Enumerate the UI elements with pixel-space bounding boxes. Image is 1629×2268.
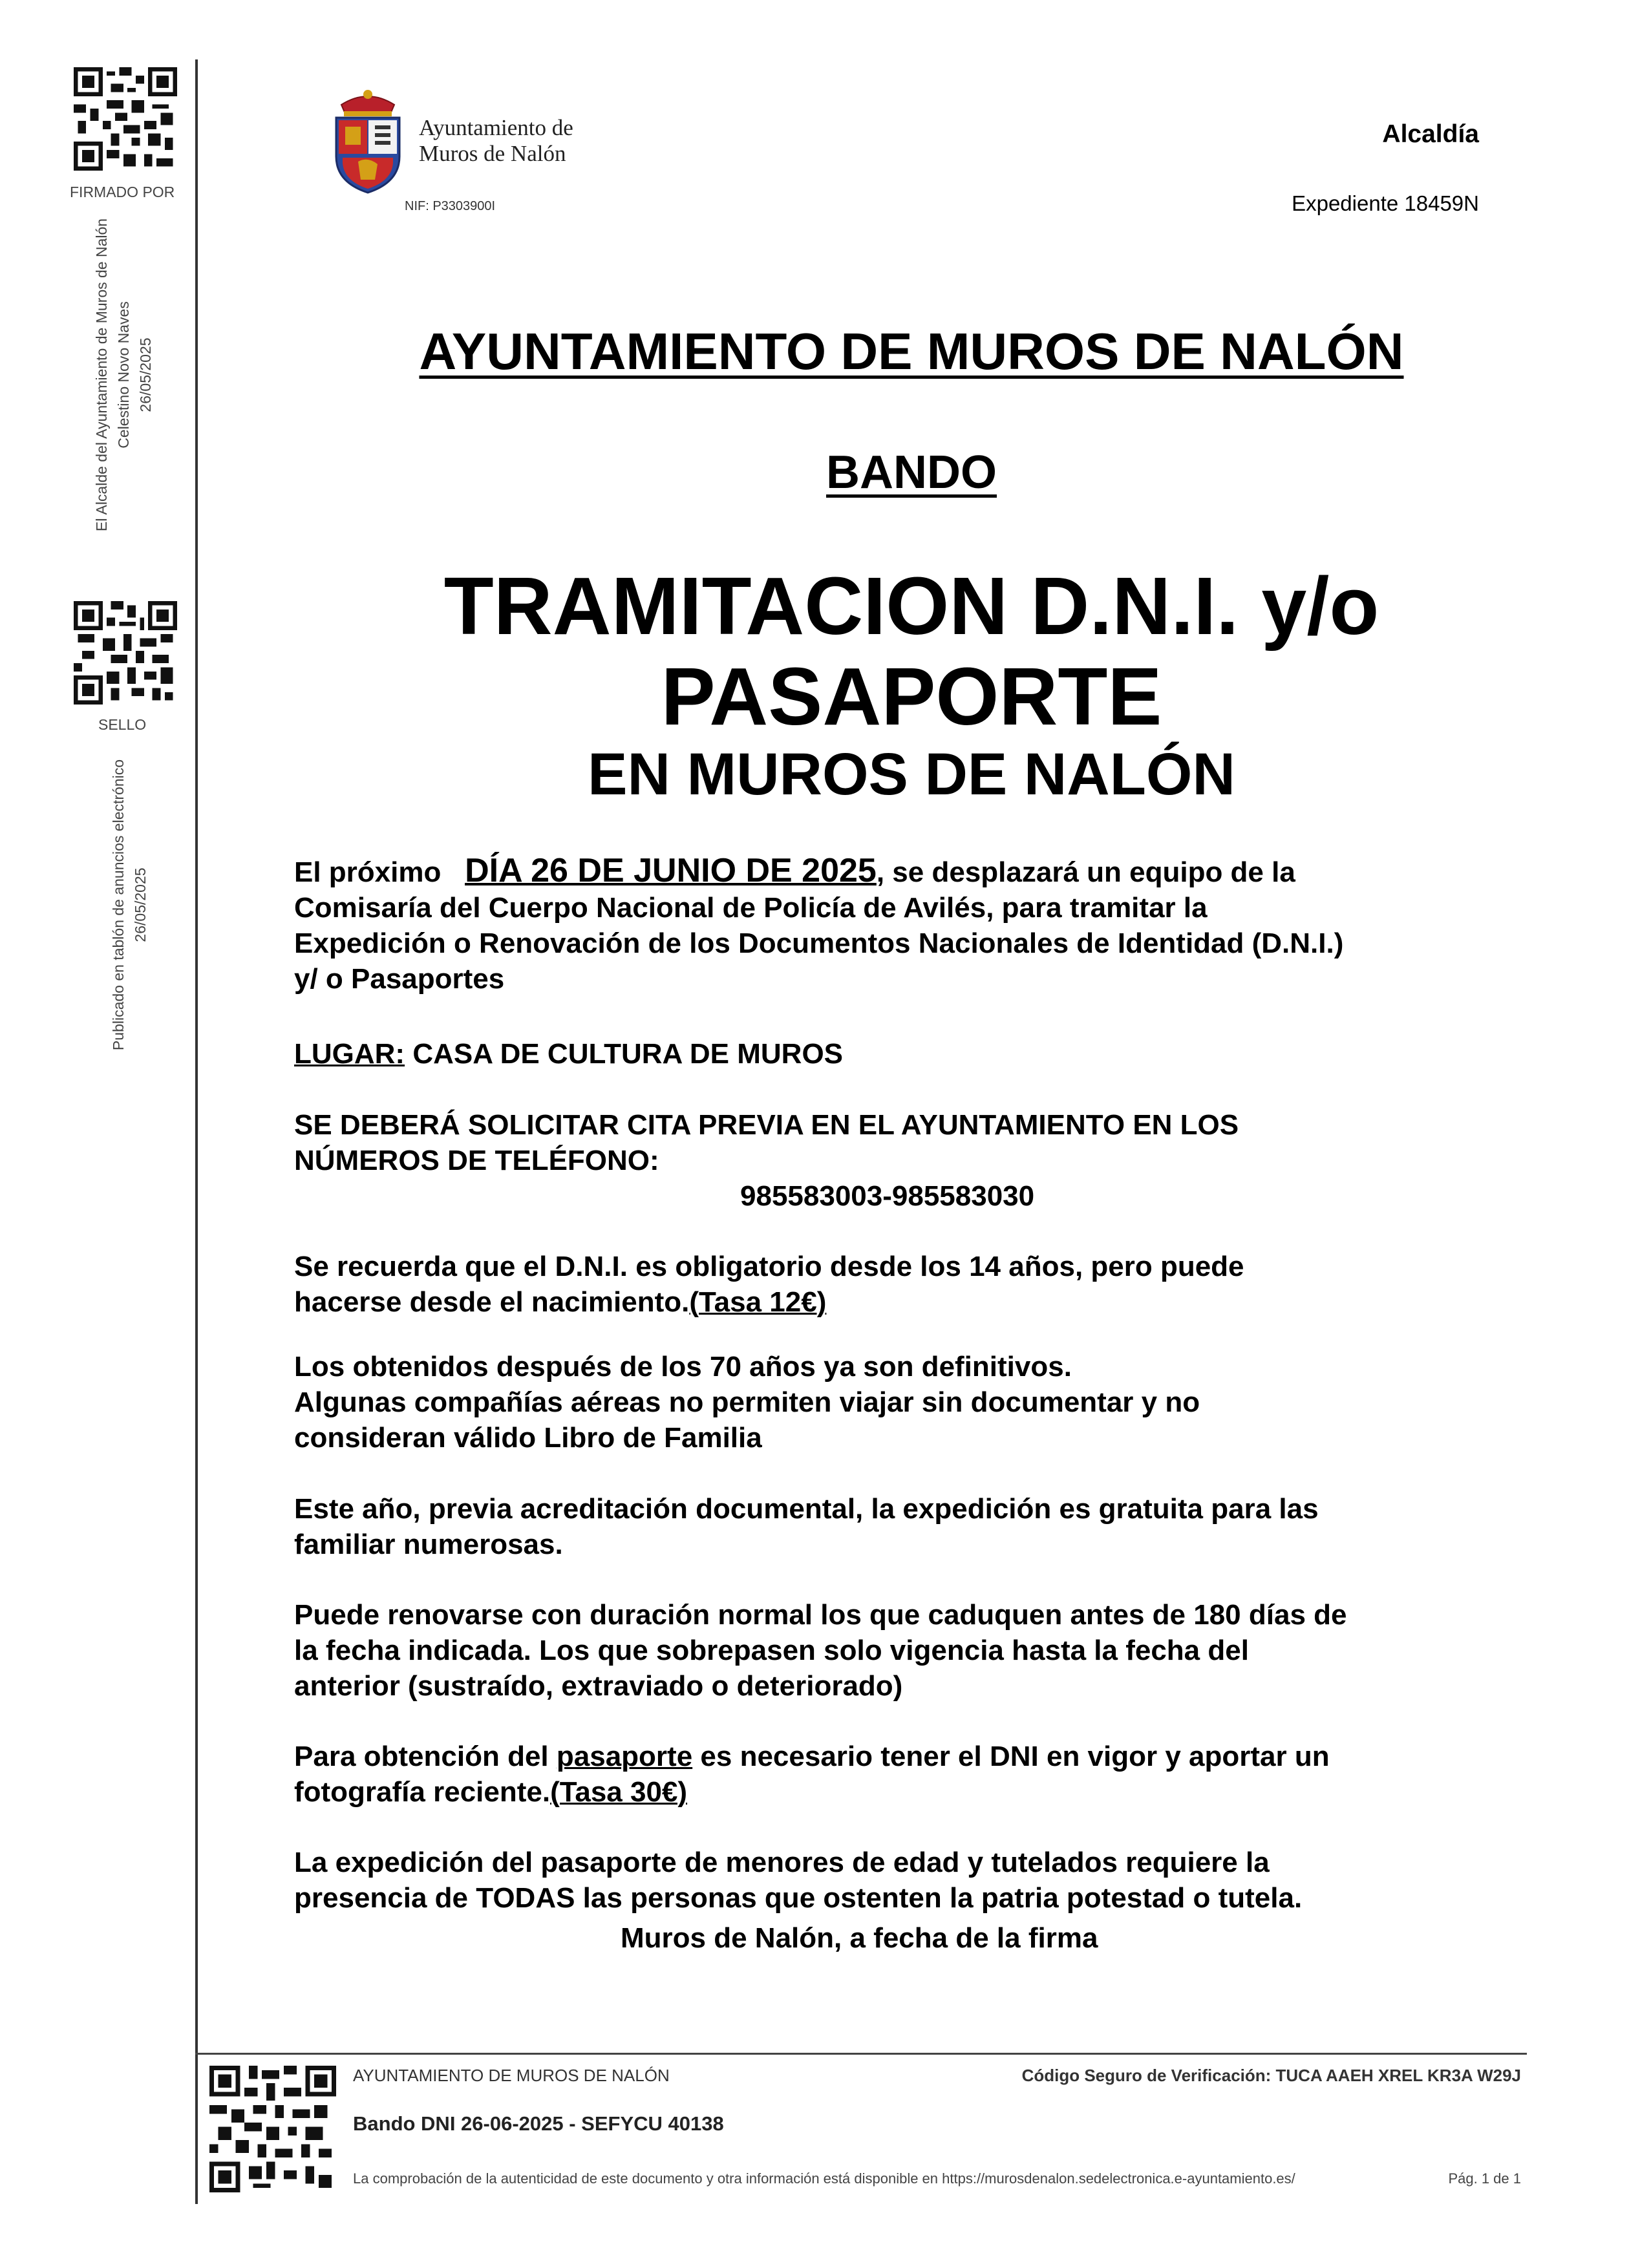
event-date: DÍA 26 DE JUNIO DE 2025 xyxy=(465,852,877,889)
paragraph-announcement: El próximo DÍA 26 DE JUNIO DE 2025, se desplazará un equipo de la Comisaría del Cuerpo Nacional de Policía de Avilés, para tramitar la Expedición o Renovación de los Documentos Nacionales de Identidad (D.N.I.) y/ o Pasaportes xyxy=(294,852,1344,995)
seal-label: SELLO xyxy=(98,716,147,733)
footer-divider xyxy=(195,2053,1527,2055)
document-heading: AYUNTAMIENTO DE MUROS DE NALÓN xyxy=(419,323,1404,380)
dni-fee: (Tasa 12€) xyxy=(689,1286,827,1318)
signature-qr-code xyxy=(74,67,177,171)
paragraph-renewal: Puede renovarse con duración normal los que caduquen antes de 180 días de la fecha indicada. Los que sobrepasen solo vigencia hasta la fecha del anterior (sustraído, extraviado o deteriorado) xyxy=(294,1599,1347,1702)
phone-numbers: 985583003-985583030 xyxy=(740,1180,1035,1212)
location-label: LUGAR: xyxy=(294,1038,405,1070)
paragraph-minors: La expedición del pasaporte de menores de edad y tutelados requiere la presencia de TODAS las personas que ostenten la patria potestad o tutela. xyxy=(294,1847,1303,1914)
paragraph-appointment: SE DEBERÁ SOLICITAR CITA PREVIA EN EL AYUNTAMIENTO EN LOS NÚMEROS DE TELÉFONO: 985583003-985583030 xyxy=(294,1107,1519,1214)
footer-document-ref: Bando DNI 26-06-2025 - SEFYCU 40138 xyxy=(353,2112,724,2135)
verification-code: Código Seguro de Verificación: TUCA AAEH XREL KR3A W29J xyxy=(1021,2066,1521,2085)
verification-qr-code xyxy=(209,2066,336,2192)
nif-number: NIF: P3303900I xyxy=(405,199,496,213)
paragraph-over-70: Los obtenidos después de los 70 años ya son definitivos. Algunas compañías aéreas no permiten viajar sin documentar y no consideran válido Libro de Familia xyxy=(294,1351,1200,1454)
signature-place-date: Muros de Nalón, a fecha de la firma xyxy=(621,1922,1098,1954)
location-value: CASA DE CULTURA DE MUROS xyxy=(405,1038,844,1070)
municipality-name: Ayuntamiento de Muros de Nalón xyxy=(419,115,573,166)
signature-details: El Alcalde del Ayuntamiento de Muros de Nalón Celestino Novo Naves 26/05/2025 xyxy=(93,218,154,532)
file-number: Expediente 18459N xyxy=(1292,191,1479,215)
signed-by-label: FIRMADO POR xyxy=(70,184,175,200)
paragraph-free-issue: Este año, previa acreditación documental, la expedición es gratuita para las familiar numerosas. xyxy=(294,1493,1319,1560)
seal-qr-code xyxy=(74,601,177,705)
authenticity-note: La comprobación de la autenticidad de este documento y otra información está disponible en https://murosdenalon.sedelectronica.e-ayuntamiento.es/ xyxy=(353,2170,1295,2187)
page-number: Pág. 1 de 1 xyxy=(1448,2170,1521,2187)
notice-title: TRAMITACION D.N.I. y/o PASAPORTE xyxy=(443,560,1379,742)
paragraph-dni-mandatory: Se recuerda que el D.N.I. es obligatorio desde los 14 años, pero puede hacerse desde el nacimiento.(Tasa 12€) xyxy=(294,1251,1244,1318)
footer-municipality: AYUNTAMIENTO DE MUROS DE NALÓN xyxy=(353,2066,670,2085)
paragraph-passport: Para obtención del pasaporte es necesario tener el DNI en vigor y aportar un fotografía reciente.(Tasa 30€) xyxy=(294,1741,1330,1808)
notice-subtitle: EN MUROS DE NALÓN xyxy=(588,741,1235,807)
department-label: Alcaldía xyxy=(1382,120,1479,148)
seal-details: Publicado en tablón de anuncios electrónico 26/05/2025 xyxy=(110,759,149,1051)
municipal-crest-logo xyxy=(330,85,406,198)
document-type: BANDO xyxy=(826,447,997,498)
paragraph-location xyxy=(294,1036,1519,1072)
passport-fee: (Tasa 30€) xyxy=(550,1776,688,1808)
